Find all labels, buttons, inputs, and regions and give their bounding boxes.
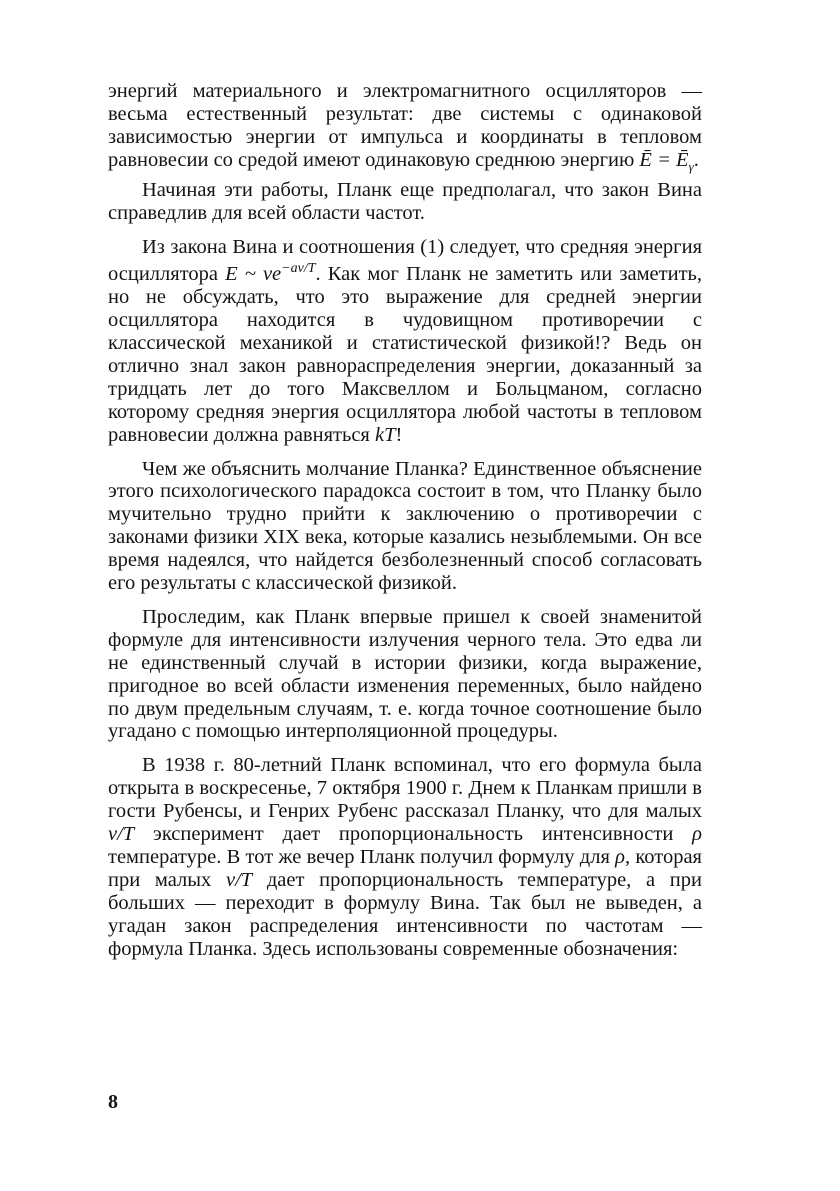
paragraph-5 bbox=[108, 606, 702, 743]
text-run: , которая при малых bbox=[108, 846, 702, 891]
paragraph-4 bbox=[108, 458, 702, 595]
body-text bbox=[108, 80, 702, 961]
formula-rho: ρ bbox=[692, 823, 702, 846]
formula-nu-over-t: ν/T bbox=[225, 868, 253, 891]
text-run: Чем же объяснить молчание Планка? Единственное объяснение этого психологического парадокса состоит в том, что Планку было мучительно трудно прийти к заключению о противоречии с законами физики XIX века, которые казались незыблемыми. Он все время надеялся, что найдется безболезненный способ согласовать его результаты с классической физикой. bbox=[108, 457, 702, 595]
formula-kt: kT bbox=[374, 423, 396, 446]
text-run: . bbox=[693, 148, 699, 171]
paragraph-1 bbox=[108, 80, 702, 179]
text-run: Проследим, как Планк впервые пришел к своей знаменитой формуле для интенсивности излучения черного тела. Это едва ли не единственный случай в истории физики, когда выражение, пригодное во всей области изменения переменных, было найдено по двум предельным случаям, т. е. когда точное соотношение было угадано с помощью интерполяционной процедуры. bbox=[108, 605, 702, 743]
paragraph-2 bbox=[108, 179, 702, 225]
text-run: дает пропорциональность температуре, а при больших — переходит в формулу Вина. Так был не выведен, а угадан закон распределения интенсивности по частотам — формула Планка. Здесь использованы современные обозначения: bbox=[108, 868, 702, 960]
formula-wien-energy: E ~ νe bbox=[225, 263, 282, 286]
formula-mean-energy: Ē = Ē bbox=[639, 148, 689, 171]
text-run: Из закона Вина и соотношения (1) следует, что средняя энергия осциллятора bbox=[108, 235, 702, 286]
formula-rho: ρ bbox=[615, 846, 625, 869]
text-run: температуре. В тот же вечер Планк получил формулу для bbox=[108, 846, 616, 869]
text-run: энергий материального и электромагнитного осцилляторов — весьма естественный результат: две системы с одинаковой зависимостью энергии от импульса и координаты в тепловом равновесии со средой имеют одинаковую среднюю энергию bbox=[108, 80, 702, 171]
text-run: эксперимент дает пропорциональность интенсивности bbox=[134, 823, 693, 846]
text-run: ! bbox=[395, 423, 403, 446]
text-run: . Как мог Планк не заметить или заметить, но не обсуждать, что это выражение для средней энергии осциллятора находится в чудовищном противоречии с классической механикой и статистической физикой!? Ведь он отлично знал закон равнораспределения энергии, доказанный за тридцать лет до того Максвеллом и Больцманом, согласно которому средняя энергия осциллятора любой частоты в тепловом равновесии должна равняться bbox=[108, 263, 703, 446]
formula-exponent: −aν/T bbox=[281, 261, 316, 277]
page-number: 8 bbox=[108, 1091, 118, 1113]
text-run: Начиная эти работы, Планк еще предполагал, что закон Вина справедлив для всей области частот. bbox=[108, 178, 702, 224]
formula-subscript: γ bbox=[688, 158, 694, 174]
paragraph-3 bbox=[108, 236, 702, 447]
paragraph-6 bbox=[108, 754, 702, 960]
formula-nu-over-t: ν/T bbox=[108, 823, 135, 846]
text-run: В 1938 г. 80-летний Планк вспоминал, что его формула была открыта в воскресенье, 7 октября 1900 г. Днем к Планкам пришли в гости Рубенсы, и Генрих Рубенс рассказал Планку, что для малых bbox=[108, 754, 702, 823]
